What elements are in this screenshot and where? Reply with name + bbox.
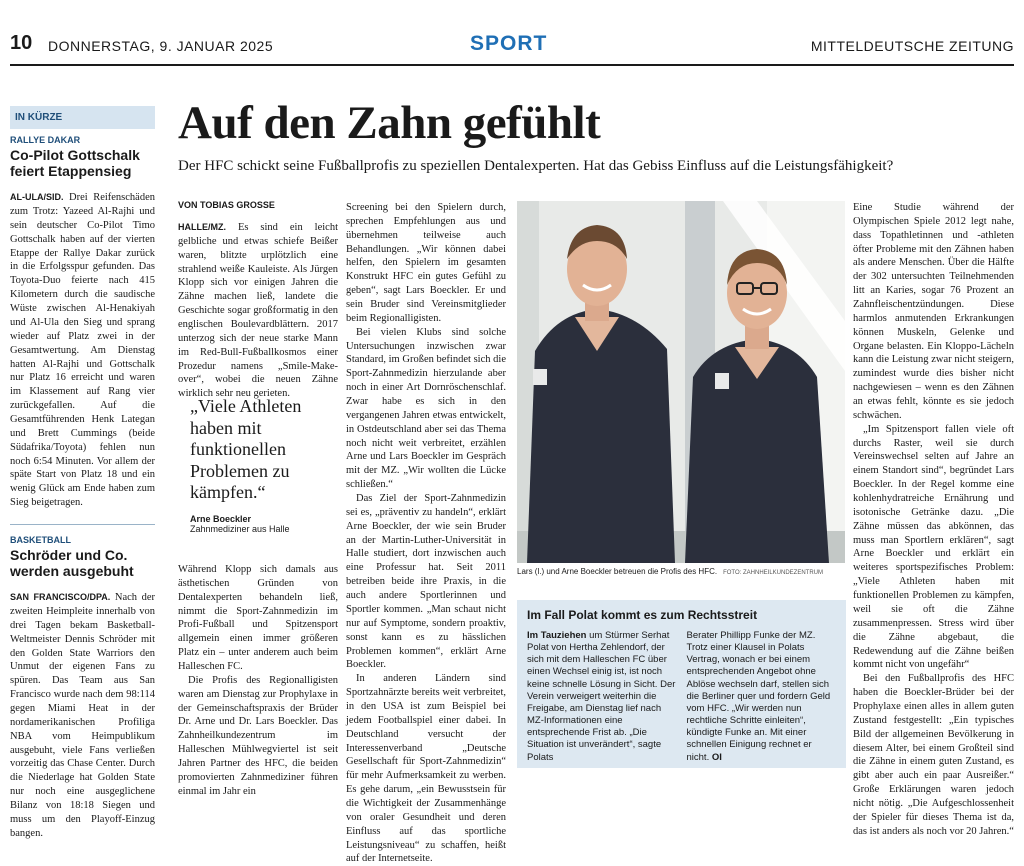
pull-quote-name: Arne Boeckler [190,513,252,524]
article-author: VON TOBIAS GROSSE [178,200,275,210]
brief-body [10,591,155,840]
photo-caption [517,567,845,576]
article-paragraph: In anderen Ländern sind Sportzahnärzte bereits weit verbreitet, in den USA ist zum Beispiel bei jedem Footballspiel einer dabei. In Deutschland versucht der Interessenverband „Deutsche Gesellschaft für Sport-Zahnmedizin“ für mehr Aufmerksamkeit zu werben. Es gehe darum, „ein Bewusstsein für die Wichtigkeit der Zusammenhänge von oraler Gesundheit und deren Einfluss auf das sportliche Leistungsniveau“ zu schaffen, heißt auf der Internetseite. [346,673,506,865]
brief-body [10,191,155,510]
article-paragraph: Während Klopp sich damals aus ästhetischen Gründen von Dentalexperten behandeln ließ, nimmt die Sport-Zahnmedizin im Profi-Fußball und Spitzensport allgemein einen immer größeren Platz ein – unter anderem auch beim Halleschen FC. [178,564,338,673]
article-paragraph: Das Ziel der Sport-Zahnmedizin sei es, „präventiv zu handeln“, erklärt Arne Boeckler, der wie sein Bruder an der Martin-Luther-Universität in Halle studiert, dort inzwischen auch eine Professur hat. Seit 2011 betreiben beide ihre Praxis, in die auch andere Sportlerinnen und Sportler kommen. „Man schaut nicht nur auf Symptome, sondern proaktiv, sonst kann es zu hässlichen Problemen kommen“, erklärt Arne Boeckler. [346,493,506,671]
brief-headline: Schröder und Co. werden ausgebuht [10,546,134,580]
article-paragraph: Die Profis des Regionalligisten waren am Dienstag zur Prophylaxe in der Gemeinschaftspraxis der Brüder Dr. Arne und Dr. Lars Boeckler. Das Zahnheilkundezentrum im Halleschen Mühlwegviertel ist seit Jahren Partner des HFC, die beiden promovierten Zahnmediziner führen einmal im Jahr ein [178,674,338,797]
article-column-2 [346,201,506,865]
article-subtitle: Der HFC schickt seine Fußballprofis zu speziellen Dentalexperten. Hat das Gebiss Einfluss auf die Leistungsfähigkeit? [178,158,894,174]
article-column-4 [853,201,1014,837]
article-paragraph: Eine Studie während der Olympischen Spiele 2012 legt nahe, dass Topathletinnen und -athleten öfter Probleme mit den Zähnen haben als andere Menschen. Über die Hälfte der 302 untersuchten Teilnehmenden litt an Karies, sogar 76 Prozent an Zahnfleischentzündungen. Diese harmlos anmutenden Erkrankungen können Muskeln, Gelenke und Organe belasten. Ein Kloppo-Lächeln kann die Leistung zwar nicht steigern, zumindest wurde dies bisher nicht nachgewiesen – wenn es den Zähnen an etwas fehlt, könnte es sie jedoch schwächen. [853,202,1014,421]
info-box-text: um Stürmer Serhat Polat von Hertha Zehlendorf, der sich mit dem Halleschen FC über einen Wechsel einig ist, ist noch keine schnelle Lösung in Sicht. Der Verein verweigert weiterhin die Freigabe, am Dienstag lief nach MZ-Informationen eine entsprechende Frist ab. „Die Situation ist unverändert“, sagte Polats [527,630,676,763]
brief-dateline: SAN FRANCISCO/DPA. [10,592,111,603]
info-box-column-1 [527,630,677,764]
newspaper-name: MITTELDEUTSCHE ZEITUNG [810,38,1014,54]
article-title: Auf den Zahn gefühlt [178,97,601,149]
article-paragraph: Bei vielen Klubs sind solche Untersuchungen inzwischen zwar Standard, im Großen befindet sich die Sport-Zahnmedizin hierzulande aber noch in einer Art Dornröschenschlaf. Zwar habe es sich in den vergangenen Jahren etwas entwickelt, in Ostdeutschland aber sei das Thema noch nicht weit verbreitet, erzählen Arne und Lars Boeckler im Gespräch mit der MZ. „Wir wollten die Lücke schließen.“ [346,326,506,491]
article-paragraph: „Im Spitzensport fallen viele oft durchs Raster, weil sie durch Vereinswechsel selten auf Jahre an einem Standort sind“, begründet Lars Boeckler. In der Regel komme eine kohlenhydratreiche Ernährung und isotonische Getränke dazu. „Die Zähne müssen das abkönnen, das muss man Sportlern erklären“, sagt Arne Boeckler und erklärt ein weiteres sportspezifisches Problem: „Viele Athleten haben mit funktionellen Problemen zu kämpfen, weil sie oft die Zähne zusammenpressen. Stress wird über die Zähne abgebaut, die Redewendung auf die Zähne beißen kommt nicht von ungefähr“ [853,423,1014,671]
article-paragraph: Bei den Fußballprofis des HFC haben die Boeckler-Brüder bei der Prophylaxe einen alles in allem guten Zustand festgestellt: „Ein typisches Bild der allgemeinen Bevölkerung in diesem Alter, bei einem Großteil sind die Zähne in einem guten Zustand, es gibt aber auch ein paar Ausreißer.“ Große Erklärungen waren jedoch nicht nötig. „Die Aufgeschlossenheit der Spieler für dieses Thema ist da, das ist anders als noch vor 20 Jahren.“ [853,673,1014,837]
photo-credit: FOTO: ZAHNHEILKUNDEZENTRUM [723,570,823,576]
pull-quote-role: Zahnmediziner aus Halle [190,523,290,534]
page-number: 10 [10,32,33,54]
brief-kicker: RALLYE DAKAR [10,135,81,145]
article-photo [517,201,845,563]
article-text: Es sind ein leicht gelbliche und etwas schiefe Beißer waren, blitzte urplötzlich eine strahlend weiße Kauleiste. Als Jürgen Klopp sich vor einigen Jahren die Zähne machen ließ, landete die Geschichte sogar großformatig in den englischen Boulevardblättern. 2017 unterzog sich der neue starke Mann im Red-Bull-Fußballkosmos einer Prozedur namens „Smile-Make-over“, wobei die neuen Zähne wirklich sehr neu gerieten. [178,222,339,400]
info-box [517,600,846,768]
info-box-lead: Im Tauziehen [527,630,587,641]
article-column-1-top [178,221,339,400]
brief-text: Drei Reifenschäden zum Trotz: Yazeed Al-Rajhi und sein deutscher Co-Pilot Timo Gottschalk haben auf der vierten Etappe der Rallye Dakar zurück in die Erfolgsspur gefunden. Das Toyota-Duo feierte nach 415 Kilometern durch die saudische Wüste zwischen Al-Henakiyah und Al-Ula den Sieg und sprang wieder auf Platz zwei in der Gesamtwertung. Am Dienstag hatten Al-Rajhi und Gottschalk nur Platz 16 erreicht und waren im Klassement auf Rang vier zurückgefallen. Auf die Gesamtführenden Henk Lategan und Brett Cummings (beide Südafrika/Toyota) fehlen nun noch 6:54 Minuten. Vor allem der späte Start von Platz 18 und ein wenig Glück am Ende haben zum Sieg beigetragen. [10,192,155,509]
brief-kicker: BASKETBALL [10,534,71,545]
info-box-signature: OI [711,751,722,763]
photo-illustration [517,201,845,563]
info-box-columns [527,630,836,764]
article-column-1-bottom [178,563,338,797]
page-header [10,26,1014,66]
pull-quote-text: „Viele Athleten haben mit funktionellen Problemen zu kämpfen.“ [190,396,302,503]
info-box-column-2 [687,630,837,764]
issue-date: DONNERSTAG, 9. JANUAR 2025 [48,38,274,54]
pull-quote [190,396,330,534]
section-title: SPORT [470,32,548,55]
brief-dateline: AL-ULA/SID. [10,192,64,203]
article-paragraph: Screening bei den Spielern durch, sprechen Empfehlungen aus und übernehmen teilweise auch Behandlungen. „Wir können dabei helfen, den Spielern im gesamten Konstrukt HFC ein gutes Gefühl zu geben“, sagt Lars Boeckler. Er und sein Bruder sind Vereinsmitglieder beim Regionalligisten. [346,202,506,324]
brief-headline: Co-Pilot Gottschalk feiert Etappensieg [10,147,140,180]
in-kuerze-label: IN KÜRZE [10,106,155,129]
brief-text: Nach der zweiten Heimpleite innerhalb von drei Tagen bekam Basketball-Weltmeister Dennis Schröder mit den Golden State Warriors den Unmut der eigenen Fans zu spüren. Das Team aus San Francisco wurde nach dem 98:114 gegen Miami Heat in der nordamerikanischen Profiliga NBA vom Heimpublikum ausgebuht, viele Fans verließen vorzeitig das Chase Center. Durch die Niederlage hat Golden State nur noch eine ausgeglichene Bilanz von 18:18 Siegen und muss um den Playoff-Einzug bangen. [10,592,156,839]
info-box-title: Im Fall Polat kommt es zum Rechtsstreit [527,608,758,622]
brief-divider [10,524,155,525]
info-box-text: Berater Phillipp Funke der MZ. Trotz einer Klausel in Polats Vertrag, wonach er bei einem entsprechenden Angebot ohne Ablöse wechseln darf, stellen sich die Berliner quer und fordern Geld vom HFC. „Wir werden nun rechtliche Schritte einleiten“, kündigte Funke an. Mit einer schnellen Einigung rechnet er nicht. [686,630,831,763]
photo-caption-text: Lars (l.) und Arne Boeckler betreuen die Profis des HFC. [517,567,718,576]
in-kuerze-column [10,106,156,839]
article-dateline: HALLE/MZ. [178,222,226,232]
